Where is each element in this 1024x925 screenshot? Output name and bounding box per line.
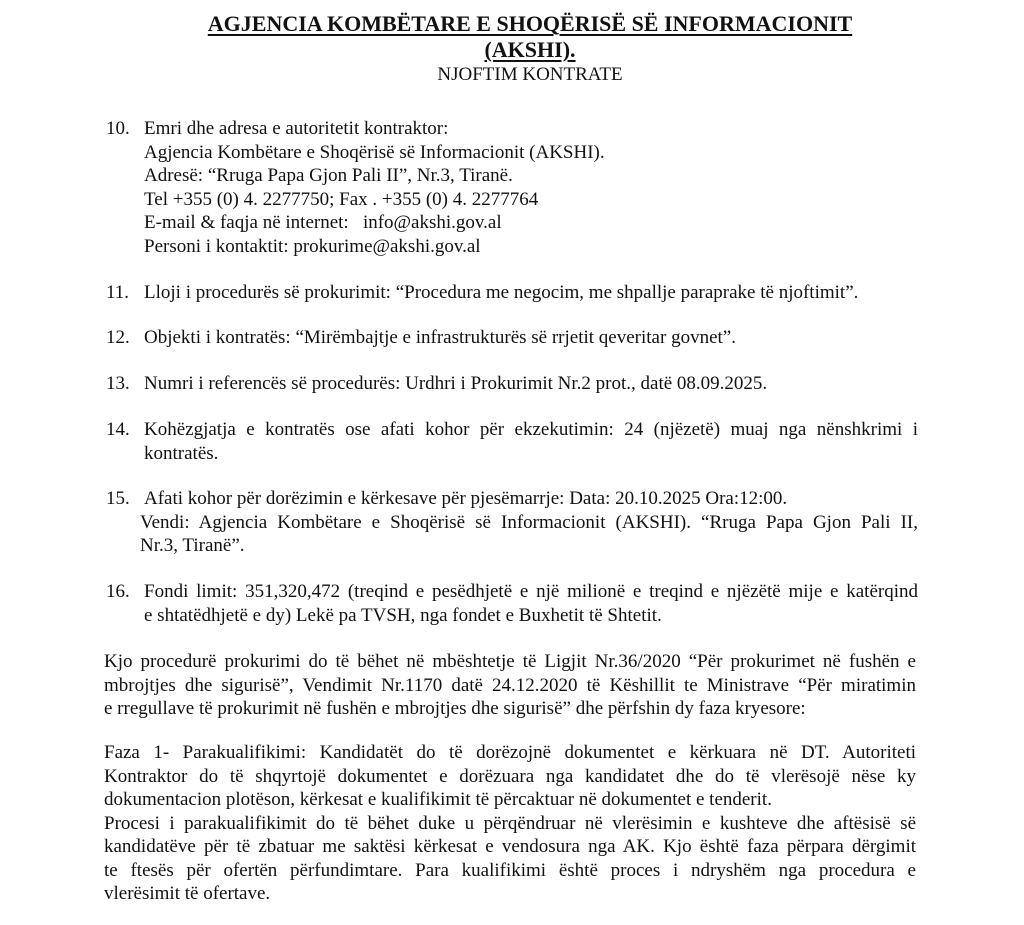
document-subtitle: NJOFTIM KONTRATE [437, 64, 623, 85]
paragraph-line: dokumentacion plotëson, kërkesat e kualifikimit të përcaktuar në dokumentet e tenderit. [104, 789, 772, 810]
section-11-procedure-type [106, 281, 918, 305]
section-number: 14. [106, 419, 130, 440]
paragraph-line: vlerësimit të ofertave. [104, 883, 271, 904]
authority-contact-person: Personi i kontaktit: prokurime@akshi.gov.al [144, 235, 481, 257]
paragraph-line: te ftesës për ofertën përfundimtare. Para kualifikimi është proces i ndryshëm nga procedura e [104, 859, 916, 881]
section-14-contract-duration [106, 418, 918, 465]
authority-name: Agjencia Kombëtare e Shoqërisë së Informacionit (AKSHI). [144, 141, 605, 163]
budget-limit-line-2: e shtatëdhjetë e dy) Lekë pa TVSH, nga fondet e Buxhetit të Shtetit. [144, 604, 662, 626]
section-13-reference-number [106, 372, 918, 396]
paragraph-line: Procesi i parakualifikimit do të bëhet duke u përqëndruar në vlerësimin e kushteve dhe aftësisë së [104, 812, 916, 834]
authority-address: Adresë: “Rruga Papa Gjon Pali II”, Nr.3, Tiranë. [144, 165, 513, 186]
section-10-contracting-authority [106, 117, 918, 258]
contract-object-text: Objekti i kontratës: “Mirëmbajtje e infrastrukturës së rrjetit qeveritar govnet”. [144, 327, 736, 348]
submission-location-line-1: Vendi: Agjencia Kombëtare e Shoqërisë së Informacionit (AKSHI). “Rruga Papa Gjon Pali II, [140, 511, 918, 533]
submission-location-line-2: Nr.3, Tiranë”. [140, 535, 245, 556]
reference-number-text: Numri i referencës së procedurës: Urdhri i Prokurimit Nr.2 prot., datë 08.09.2025. [144, 373, 768, 394]
section-number: 10. [106, 118, 130, 139]
phase-1-prequalification-paragraph [104, 741, 916, 906]
paragraph-line: Faza 1- Parakualifikimi: Kandidatët do të dorëzojnë dokumentet e kërkuara në DT. Autoriteti [104, 742, 916, 763]
legal-basis-paragraph [104, 650, 916, 721]
procedure-type-text: Lloji i procedurës së prokurimit: “Procedura me negocim, me shpallje paraprake të njoftimit”. [144, 282, 859, 303]
agency-acronym: (AKSHI). [484, 37, 576, 62]
paragraph-line: Kjo procedurë prokurimi do të bëhet në mbështetje të Ligjit Nr.36/2020 “Për prokurimet në fushën e [104, 651, 916, 672]
section-12-contract-object [106, 326, 918, 350]
section-number: 16. [106, 581, 130, 602]
budget-limit-line-1: Fondi limit: 351,320,472 (treqind e pesëdhjetë e një milionë e treqind e njëzëtë mije e katërqind [144, 581, 918, 602]
section-15-submission-deadline [106, 487, 918, 558]
agency-title: AGJENCIA KOMBËTARE E SHOQËRISË SË INFORMACIONIT [207, 11, 853, 36]
paragraph-line: kandidatëve për të zbatuar me saktësi kërkesat e vendosura nga AK. Kjo është faza përpara dërgimit [104, 836, 916, 857]
paragraph-line: mbrojtjes dhe sigurisë”, Vendimit Nr.1170 datë 24.12.2020 të Këshillit te Ministrave “Për miratimin [104, 674, 916, 696]
contract-duration-line-1: Kohëzgjatja e kontratës ose afati kohor për ekzekutimin: 24 (njëzetë) muaj nga nënshkrimi i [144, 419, 918, 440]
paragraph-line: e rregullave të prokurimit në fushën e mbrojtjes dhe sigurisë” dhe përfshin dy faza kryesore: [104, 698, 806, 719]
contracting-authority-label: Emri dhe adresa e autoritetit kontraktor: [144, 118, 449, 139]
section-number: 15. [106, 488, 130, 509]
section-number: 11. [106, 282, 130, 303]
section-number: 12. [106, 327, 130, 348]
document-header [0, 11, 1024, 87]
authority-phone-fax: Tel +355 (0) 4. 2277750; Fax . +355 (0) 4. 2277764 [144, 188, 539, 210]
paragraph-line: Kontraktor do të shqyrtojë dokumentet e dorëzuara nga kandidatet dhe do të vlerësojë nëse ky [104, 765, 916, 787]
authority-email-website: E-mail & faqja në internet: info@akshi.gov.al [144, 212, 502, 233]
submission-deadline-text: Afati kohor për dorëzimin e kërkesave për pjesëmarrje: Data: 20.10.2025 Ora:12:00. [144, 488, 788, 509]
contract-duration-line-2: kontratës. [144, 442, 219, 464]
section-number: 13. [106, 373, 130, 394]
section-16-budget-limit [106, 580, 918, 627]
